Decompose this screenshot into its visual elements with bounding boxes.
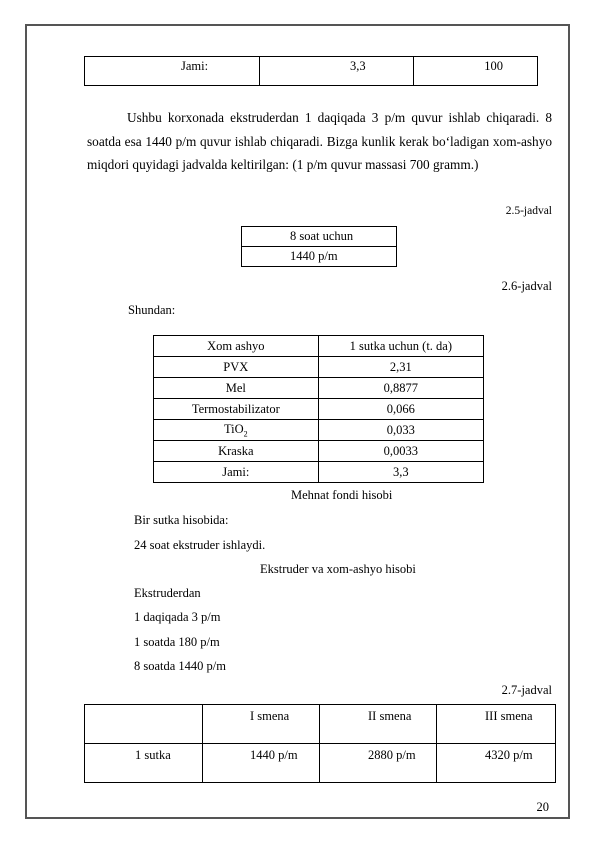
total-percent-cell: 100 xyxy=(414,57,538,86)
tio-subscript: 2 xyxy=(243,429,248,439)
line-per-hour: 1 soatda 180 p/m xyxy=(134,635,220,649)
caption-2-7: 2.7-jadval xyxy=(501,683,552,697)
material-amount: 0,033 xyxy=(318,420,483,441)
header-shift-3: III smena xyxy=(437,705,556,744)
total-label-cell: Jami: xyxy=(85,57,260,86)
row-label-day: 1 sutka xyxy=(85,744,203,783)
table-row xyxy=(154,441,484,462)
shift-output-table xyxy=(84,704,556,783)
table-row xyxy=(154,420,484,441)
eight-hour-value: 1440 p/m xyxy=(242,247,397,267)
total-value-cell: 3,3 xyxy=(259,57,413,86)
caption-2-5: 2.5-jadval xyxy=(505,205,552,217)
eight-hour-table xyxy=(241,226,397,267)
header-empty xyxy=(85,705,203,744)
line-from-extruder: Ekstruderdan xyxy=(134,586,201,600)
total-summary-table xyxy=(84,56,538,86)
table-row xyxy=(85,744,556,783)
header-material: Xom ashyo xyxy=(154,336,319,357)
material-name: PVX xyxy=(154,357,319,378)
material-amount: 3,3 xyxy=(318,462,483,483)
heading-labor-fund: Mehnat fondi hisobi xyxy=(291,488,393,502)
material-name xyxy=(154,420,319,441)
material-name: Jami: xyxy=(154,462,319,483)
table-row xyxy=(154,399,484,420)
caption-2-6: 2.6-jadval xyxy=(501,279,552,293)
material-name: Kraska xyxy=(154,441,319,462)
table-row xyxy=(154,378,484,399)
page-number: 20 xyxy=(536,800,549,814)
raw-materials-table xyxy=(153,335,484,483)
table-header-row xyxy=(154,336,484,357)
tio-text: TiO xyxy=(223,421,244,436)
material-name: Mel xyxy=(154,378,319,399)
material-name: Termostabilizator xyxy=(154,399,319,420)
shundan-label: Shundan: xyxy=(128,303,176,317)
header-daily-amount: 1 sutka uchun (t. da) xyxy=(318,336,483,357)
header-shift-2: II smena xyxy=(320,705,437,744)
eight-hour-label: 8 soat uchun xyxy=(242,227,397,247)
line-per-day: Bir sutka hisobida: xyxy=(134,513,229,527)
table-row xyxy=(154,462,484,483)
line-per-8-hours: 8 soatda 1440 p/m xyxy=(134,659,227,673)
shift-2-output: 2880 p/m xyxy=(320,744,437,783)
table-row xyxy=(154,357,484,378)
table-header-row xyxy=(85,705,556,744)
shift-1-output: 1440 p/m xyxy=(203,744,320,783)
shift-3-output: 4320 p/m xyxy=(437,744,556,783)
intro-paragraph: Ushbu korxonada ekstruderdan 1 daqiqada 3 p/m quvur ishlab chiqaradi. 8 soatda esa 1440 p/m quvur ishlab chiqaradi. Bizga kunlik kerak bo‘ladigan xom-ashyo miqdori quyidagi jadvalda keltirilgan: (1 p/m quvur massasi 700 gramm.) xyxy=(87,110,552,173)
material-amount: 0,066 xyxy=(318,399,483,420)
heading-extruder-calc: Ekstruder va xom-ashyo hisobi xyxy=(260,562,416,576)
material-amount: 2,31 xyxy=(318,357,483,378)
line-per-minute: 1 daqiqada 3 p/m xyxy=(134,610,221,624)
material-amount: 0,0033 xyxy=(318,441,483,462)
header-shift-1: I smena xyxy=(203,705,320,744)
material-amount: 0,8877 xyxy=(318,378,483,399)
line-24-hours: 24 soat ekstruder ishlaydi. xyxy=(134,538,266,552)
